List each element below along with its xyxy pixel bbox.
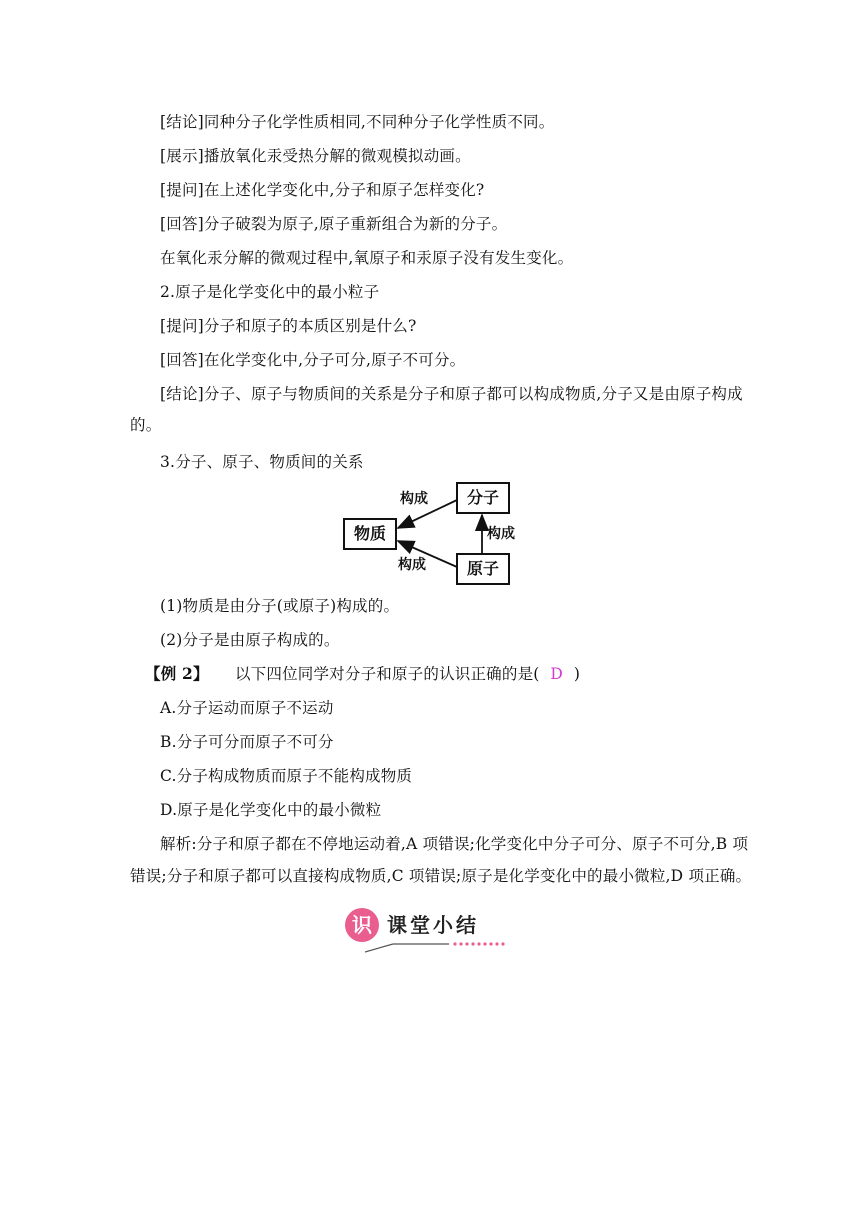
summary-underline-decoration bbox=[365, 942, 505, 954]
example-answer: D bbox=[550, 665, 563, 683]
question-2: [提问]分子和原子的本质区别是什么? bbox=[160, 317, 417, 335]
conclusion-1: [结论]同种分子化学性质相同,不同种分子化学性质不同。 bbox=[160, 113, 555, 131]
analysis-line-2: 错误;分子和原子都可以直接构成物质,C 项错误;原子是化学变化中的最小微粒,D 项正确。 bbox=[130, 867, 752, 885]
summary-title: 课堂小结 bbox=[387, 913, 479, 937]
section-2-heading: 2.原子是化学变化中的最小粒子 bbox=[160, 283, 380, 301]
box-molecule: 分子 bbox=[456, 482, 510, 514]
option-a: A.分子运动而原子不运动 bbox=[160, 699, 334, 717]
edge-label-right: 构成 bbox=[487, 526, 515, 542]
conclusion-2-continued: 的。 bbox=[130, 416, 162, 434]
example-question-text: 以下四位同学对分子和原子的认识正确的是( bbox=[234, 665, 540, 683]
note-1: (1)物质是由分子(或原子)构成的。 bbox=[160, 597, 400, 615]
note-2: (2)分子是由原子构成的。 bbox=[160, 631, 340, 649]
analysis-line-1: 解析:分子和原子都在不停地运动着,A 项错误;化学变化中分子可分、原子不可分,B 项 bbox=[160, 835, 749, 853]
conclusion-2: [结论]分子、原子与物质间的关系是分子和原子都可以构成物质,分子又是由原子构成 bbox=[160, 385, 743, 403]
option-d: D.原子是化学变化中的最小微粒 bbox=[160, 801, 382, 819]
edge-label-bottom: 构成 bbox=[398, 557, 426, 573]
option-b: B.分子可分而原子不可分 bbox=[160, 733, 334, 751]
summary-banner bbox=[343, 906, 508, 950]
observation-text: 在氧化汞分解的微观过程中,氧原子和汞原子没有发生变化。 bbox=[160, 249, 574, 267]
relationship-diagram bbox=[340, 478, 520, 588]
edge-label-top: 构成 bbox=[400, 491, 428, 507]
question-1: [提问]在上述化学变化中,分子和原子怎样变化? bbox=[160, 181, 485, 199]
option-c: C.分子构成物质而原子不能构成物质 bbox=[160, 767, 413, 785]
example-tag: 【例 2】 bbox=[145, 664, 209, 683]
section-3-heading: 3.分子、原子、物质间的关系 bbox=[160, 453, 364, 471]
example-question bbox=[145, 664, 580, 684]
demo-text: [展示]播放氧化汞受热分解的微观模拟动画。 bbox=[160, 147, 471, 165]
answer-1: [回答]分子破裂为原子,原子重新组合为新的分子。 bbox=[160, 215, 508, 233]
example-close-paren: ) bbox=[573, 665, 581, 683]
summary-badge-icon: 识 bbox=[345, 908, 379, 942]
box-atom: 原子 bbox=[456, 553, 510, 585]
answer-2: [回答]在化学变化中,分子可分,原子不可分。 bbox=[160, 351, 466, 369]
box-substance: 物质 bbox=[343, 518, 397, 550]
